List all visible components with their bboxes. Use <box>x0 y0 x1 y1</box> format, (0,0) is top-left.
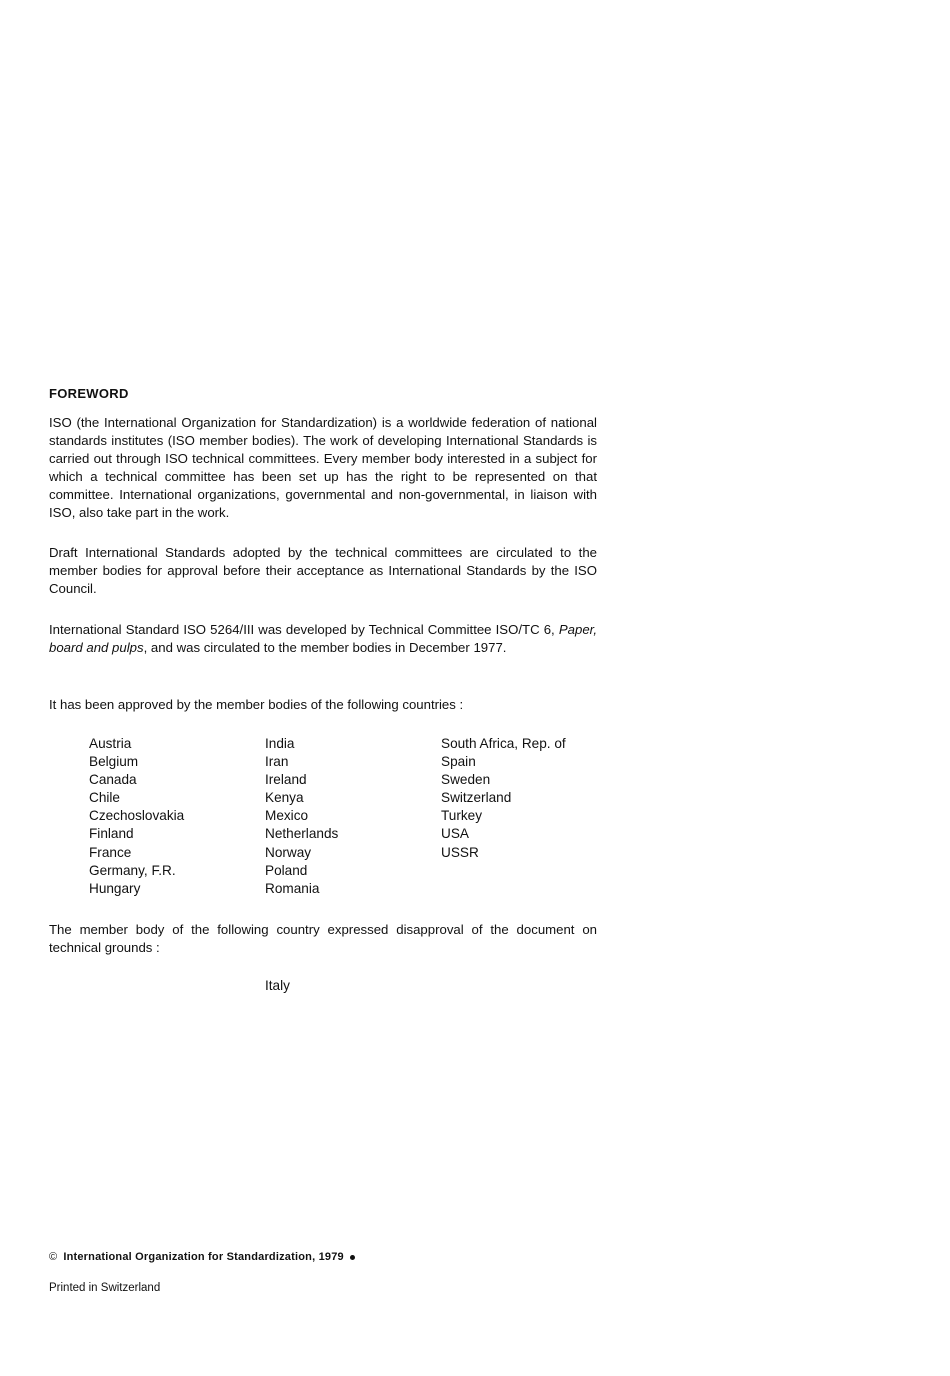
foreword-paragraph-draft-standards: Draft International Standards adopted by the technical committees are circulated to the member bodies for approval before their acceptance as International Standards by the ISO Council. <box>49 545 597 596</box>
copyright-line <box>49 1251 355 1263</box>
country-item: Austria <box>89 736 132 751</box>
approval-intro: It has been approved by the member bodies of the following countries : <box>49 697 464 712</box>
country-item: Czechoslovakia <box>89 808 185 824</box>
country-item: Ireland <box>265 772 307 788</box>
country-item: Belgium <box>89 754 139 770</box>
foreword-paragraph-iso-intro: ISO (the International Organization for Standardization) is a worldwide federation of national standards institutes (ISO member bodies). The work of developing International Standards is carried out through ISO technical committees. Every member body interested in a subject for which a technical committee has been set up has the right to be represented on that committee. International organizations, governmental and non-governmental, in liaison with ISO, also take part in the work. <box>49 415 597 520</box>
foreword-heading: FOREWORD <box>49 386 129 401</box>
country-item: South Africa, Rep. of <box>441 736 566 751</box>
printed-in-line: Printed in Switzerland <box>49 1282 161 1294</box>
country-item: Canada <box>89 772 137 788</box>
country-item: Germany, F.R. <box>89 862 176 878</box>
country-item: Turkey <box>441 808 483 824</box>
country-item: Mexico <box>265 808 309 824</box>
country-item: Kenya <box>265 790 304 806</box>
countries-column-3 <box>441 735 566 862</box>
country-item: Romania <box>265 880 320 896</box>
country-item: Switzerland <box>441 790 512 806</box>
foreword-paragraph-standard-origin <box>49 621 597 657</box>
country-item: Poland <box>265 862 308 878</box>
country-item: Chile <box>89 790 120 806</box>
country-item: Sweden <box>441 772 491 788</box>
country-item: USSR <box>441 844 479 860</box>
standard-origin-text: International Standard ISO 5264/III was developed by Technical Committee ISO/TC 6, <box>49 622 559 637</box>
countries-column-1 <box>89 735 184 898</box>
country-item: India <box>265 736 295 751</box>
country-item: Netherlands <box>265 826 339 842</box>
country-item: Finland <box>89 826 134 842</box>
country-item: USA <box>441 826 469 842</box>
country-item: Hungary <box>89 880 141 896</box>
copyright-text: International Organization for Standardization, 1979 <box>63 1251 344 1263</box>
countries-column-2 <box>265 735 338 898</box>
disapproving-country: Italy <box>265 978 290 993</box>
copyright-symbol: © <box>49 1251 58 1263</box>
country-item: Iran <box>265 754 289 770</box>
country-item: Norway <box>265 844 312 860</box>
committee-title: Paper, board and pulps <box>49 622 597 655</box>
country-item: Spain <box>441 754 476 770</box>
bullet-dot-icon <box>350 1255 355 1260</box>
standard-origin-text-end: , and was circulated to the member bodies in December 1977. <box>143 640 507 655</box>
disapproval-intro: The member body of the following country expressed disapproval of the document on technical grounds : <box>49 922 597 955</box>
approving-countries-list <box>89 735 609 905</box>
country-item: France <box>89 844 132 860</box>
